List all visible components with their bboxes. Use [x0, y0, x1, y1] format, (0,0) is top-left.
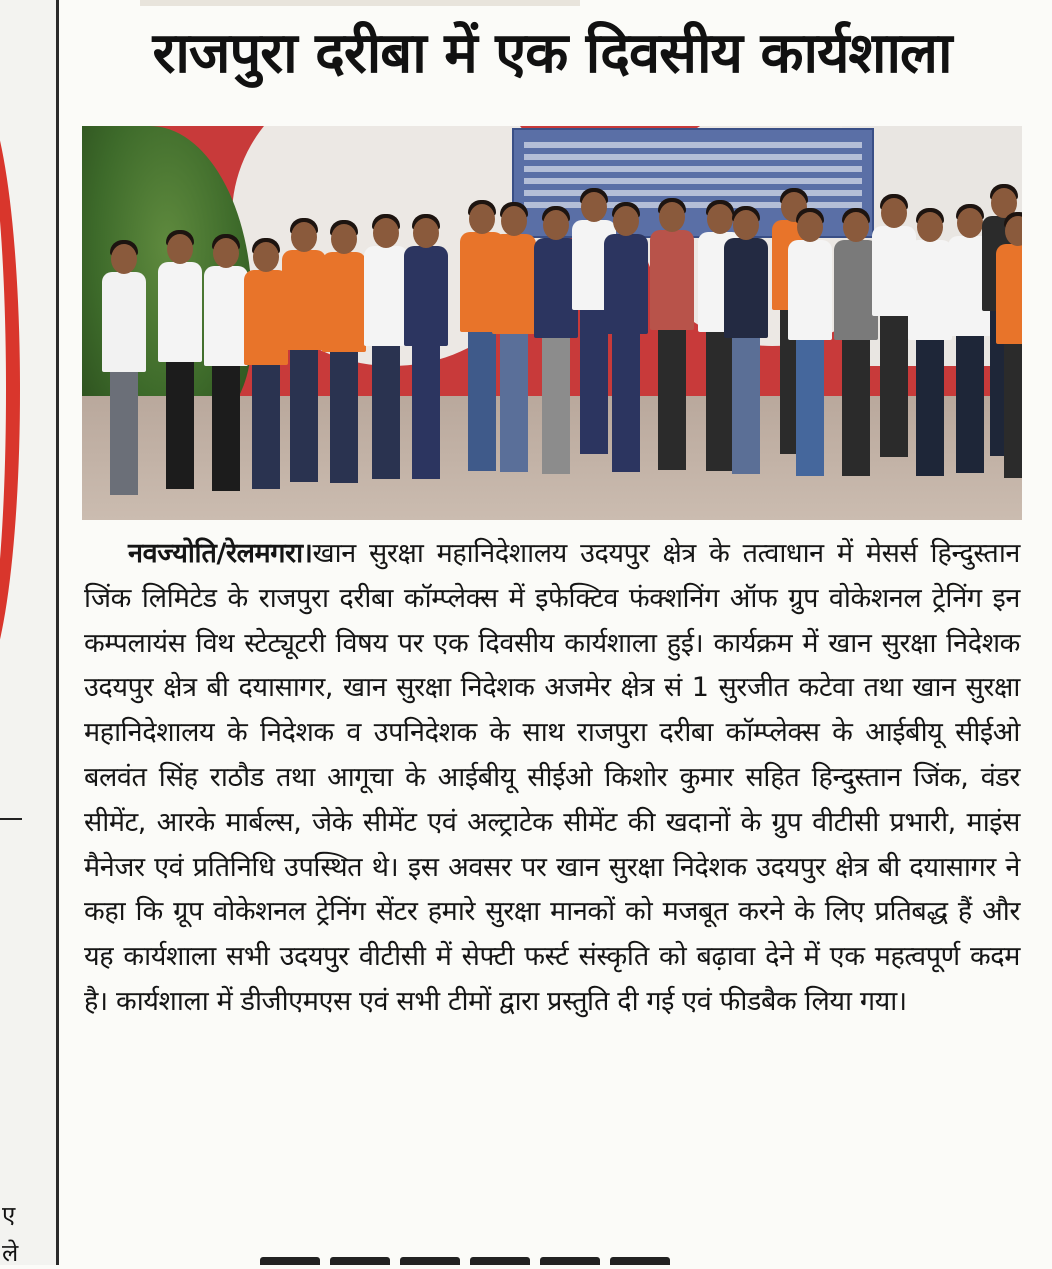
article-headline: राजपुरा दरीबा में एक दिवसीय कार्यशाला	[152, 21, 952, 86]
article-dateline: नवज्योति/रेलमगरा।	[128, 538, 313, 569]
adjacent-red-graphic	[0, 90, 20, 690]
next-article-headline-cropped	[260, 1250, 700, 1265]
news-photo	[82, 126, 1022, 520]
article-body	[84, 532, 1020, 1025]
article-text: खान सुरक्षा महानिदेशालय उदयपुर क्षेत्र के तत्वाधान में मेसर्स हिन्दुस्तान जिंक लिमिटेड के राजपुरा दरीबा कॉम्प्लेक्स में इफेक्टिव फंक्शनिंग ऑफ ग्रुप वोकेशनल ट्रेनिंग इन कम्पलायंस विथ स्टेट्यूटरी विषय पर एक दिवसीय कार्यशाला हुई। कार्यक्रम में खान सुरक्षा निदेशक उदयपुर क्षेत्र बी दयासागर, खान सुरक्षा निदेशक अजमेर क्षेत्र सं 1 सुरजीत कटेवा तथा खान सुरक्षा महानिदेशालय के निदेशक व उपनिदेशक के साथ राजपुरा दरीबा कॉम्प्लेक्स के आईबीयू सीईओ बलवंत सिंह राठौड तथा आगूचा के आईबीयू सीईओ किशोर कुमार सहित हिन्दुस्तान जिंक, वंडर सीमेंट, आरके मार्बल्स, जेके सीमेंट एवं अल्ट्राटेक सीमेंट की खदानों के ग्रुप वीटीसी प्रभारी, माइंस मैनेजर एवं प्रतिनिधि उपस्थित थे। इस अवसर पर खान सुरक्षा निदेशक उदयपुर क्षेत्र बी दयासागर ने कहा कि ग्रूप वोकेशनल ट्रेनिंग सेंटर हमारे सुरक्षा मानकों को मजबूत करने के लिए प्रतिबद्ध हैं और यह कार्यशाला सभी उदयपुर वीटीसी में सेफ्टी फर्स्ट संस्कृति को बढ़ावा देने में एक महत्वपूर्ण कदम है। कार्यशाला में डीजीएमएस एवं सभी टीमों द्वारा प्रस्तुति दी गई एवं फीडबैक लिया गया।	[84, 538, 1020, 1017]
group-of-people	[82, 126, 1022, 520]
adjacent-rule	[0, 818, 22, 820]
adjacent-text-fragment: ए	[2, 1201, 16, 1229]
adjacent-column-strip	[0, 0, 56, 1265]
top-band	[140, 0, 580, 6]
adjacent-text-fragment: ले	[2, 1239, 19, 1267]
column-rule	[56, 0, 59, 1265]
